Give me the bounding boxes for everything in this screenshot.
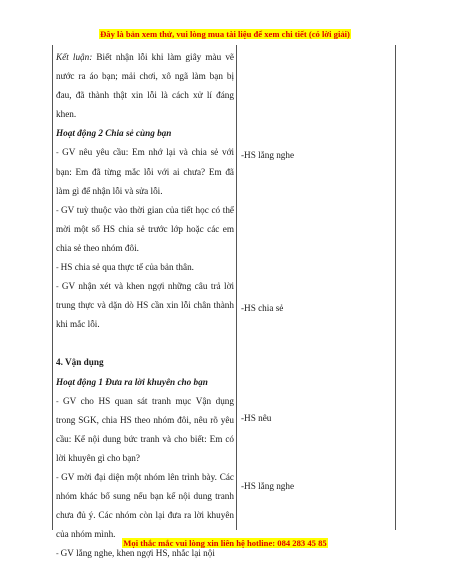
table-column-divider <box>236 45 237 530</box>
table-border-left <box>52 45 53 530</box>
list-item: - HS chia sẻ qua thực tế của bản thân. <box>56 262 194 273</box>
list-item: - GV cho HS quan sát tranh mục Vận dụng trong SGK, chia HS theo nhóm đôi, nêu rõ yêu cầu: Kể nội dung bức tranh và cho biết: Em có lời khuyên gì cho bạn? <box>56 395 234 463</box>
bullet-dash-icon: - <box>56 396 63 406</box>
list-item: - GV nêu yêu cầu: Em nhớ lại và chia sẻ với bạn: Em đã từng mắc lỗi với ai chưa? Em đã làm gì để nhận lỗi và sửa lỗi. <box>56 147 234 196</box>
preview-notice-text: Đây là bản xem thử, vui lòng mua tài liệu để xem chi tiết (có lời giải) <box>100 29 350 39</box>
conclusion-paragraph <box>56 48 234 124</box>
hotline-banner <box>0 538 450 548</box>
preview-notice-banner <box>0 29 450 39</box>
hotline-text: Mọi thắc mắc vui lòng xin liên hệ hotline: 084 283 45 85 <box>123 538 327 548</box>
conclusion-label: Kết luận: <box>56 52 93 62</box>
activity-2-title: Hoạt động 2 Chia sẻ cùng bạn <box>56 128 172 139</box>
list-item: - GV nhận xét và khen ngợi những câu trả lời trung thực và dặn dò HS cần xin lỗi chân thành khi mắc lỗi. <box>56 281 234 330</box>
table-border-right <box>395 45 396 530</box>
bullet-dash-icon: - <box>56 205 62 215</box>
list-item: - GV tuỳ thuộc vào thời gian của tiết học có thể mời một số HS chia sẻ trước lớp hoặc các em chia sẻ theo nhóm đôi. <box>56 204 234 253</box>
student-response-4: -HS lắng nghe <box>241 481 295 491</box>
conclusion-text: Biết nhận lỗi khi làm giây màu vẽ nước ra áo bạn; mải chơi, xô ngã làm bạn bị đau, đã thành thật xin lỗi là cách xử lí đáng khen. <box>56 52 234 120</box>
activity-1-title: Hoạt động 1 Đưa ra lời khuyên cho bạn <box>56 376 208 387</box>
student-response-3: -HS nêu <box>241 413 272 423</box>
section-4-title: 4. Vận dụng <box>56 357 104 368</box>
bullet-dash-icon: - <box>56 282 62 292</box>
list-item: - GV lắng nghe, khen ngợi HS, nhắc lại nội <box>56 548 215 559</box>
bullet-dash-icon: - <box>56 472 62 482</box>
list-item: - GV mời đại diện một nhóm lên trình bày. Các nhóm khác bổ sung nếu bạn kể nội dung tranh chưa đủ ý. Các nhóm còn lại đưa ra lời khuyên của nhóm mình. <box>56 471 234 540</box>
activity-column <box>56 48 234 563</box>
bullet-dash-icon: - <box>56 549 61 559</box>
student-response-2: -HS chia sẻ <box>241 303 284 313</box>
spacer <box>56 334 234 353</box>
bullet-dash-icon: - <box>56 148 63 158</box>
bullet-dash-icon: - <box>56 263 61 273</box>
student-response-1: -HS lắng nghe <box>241 150 295 160</box>
